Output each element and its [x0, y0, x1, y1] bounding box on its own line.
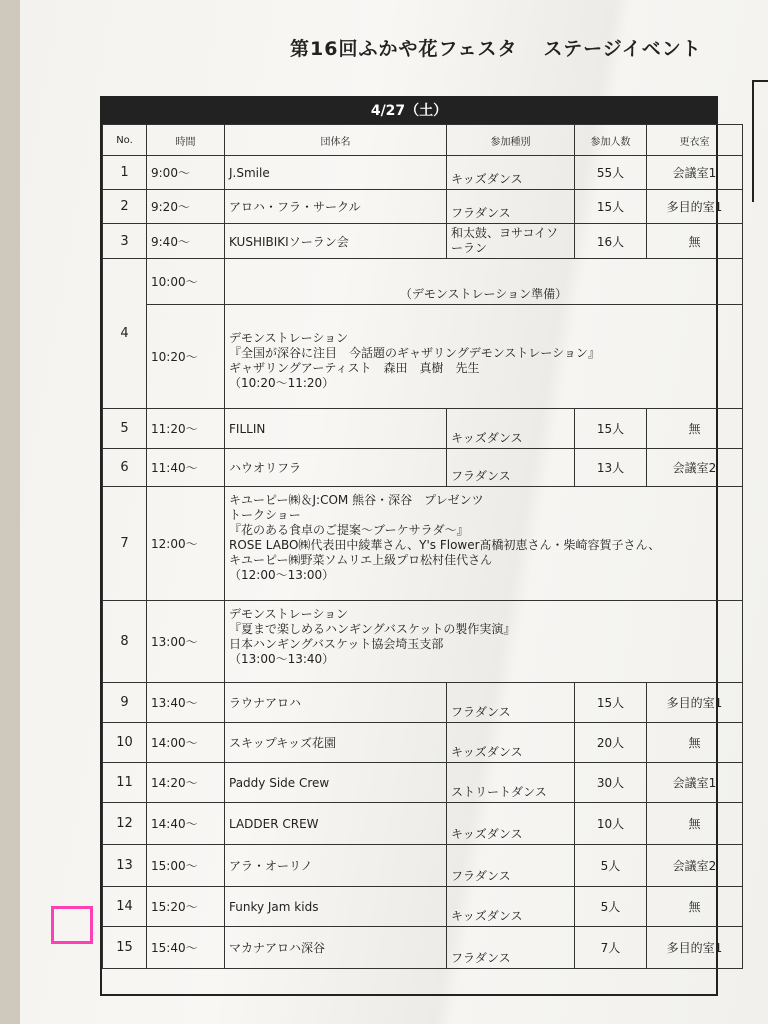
row-group-name: KUSHIBIKIソーラン会	[225, 224, 447, 259]
table-row	[103, 887, 743, 927]
detail-line: （12:00〜13:00）	[229, 568, 335, 582]
row-group-name: スキップキッズ花園	[225, 723, 447, 763]
row-count: 5人	[575, 845, 647, 887]
table-row-demo	[103, 305, 743, 409]
row-group-name: ラウナアロハ	[225, 683, 447, 723]
row-category: フラダンス	[447, 683, 575, 723]
row-program-detail	[225, 305, 743, 409]
row-count: 15人	[575, 409, 647, 449]
row-number: 7	[103, 487, 147, 601]
header-row	[103, 125, 743, 156]
row-number: 3	[103, 224, 147, 259]
detail-line: 日本ハンギングバスケット協会埼玉支部	[229, 637, 444, 651]
row-room: 無	[647, 723, 743, 763]
table-row-demo-hanging	[103, 601, 743, 683]
row-time: 10:20〜	[147, 305, 225, 409]
detail-line: ギャザリングアーティスト 森田 真樹 先生	[229, 361, 480, 375]
table-row	[103, 763, 743, 803]
row-category: キッズダンス	[447, 803, 575, 845]
row-time: 15:00〜	[147, 845, 225, 887]
row-count: 15人	[575, 683, 647, 723]
row-group-name: Paddy Side Crew	[225, 763, 447, 803]
row-room: 無	[647, 224, 743, 259]
row-group-name: マカナアロハ深谷	[225, 927, 447, 969]
row-category: フラダンス	[447, 449, 575, 487]
title-stage-event: ステージイベント	[543, 38, 702, 60]
schedule-table-frame	[100, 96, 723, 996]
table-row	[103, 845, 743, 887]
row-number: 6	[103, 449, 147, 487]
row-program-detail	[225, 601, 743, 683]
row-time: 10:00〜	[147, 259, 225, 305]
row-time: 14:40〜	[147, 803, 225, 845]
detail-line: 『花のある食卓のご提案〜ブーケサラダ〜』	[229, 523, 469, 537]
adjacent-sheet-edge	[752, 80, 768, 202]
detail-line: （13:00〜13:40）	[229, 652, 335, 666]
row-number: 15	[103, 927, 147, 969]
row-count: 5人	[575, 887, 647, 927]
row-count: 7人	[575, 927, 647, 969]
row-count: 10人	[575, 803, 647, 845]
row-number: 9	[103, 683, 147, 723]
row-group-name: アロハ・フラ・サークル	[225, 190, 447, 224]
row-room: 会議室2	[647, 845, 743, 887]
row-group-name: アラ・オーリノ	[225, 845, 447, 887]
row-number: 14	[103, 887, 147, 927]
row-category: フラダンス	[447, 190, 575, 224]
row-room: 多目的室1	[647, 683, 743, 723]
title-event-name: 第16回ふかや花フェスタ	[290, 38, 518, 60]
table-row-demo-prep	[103, 259, 743, 305]
detail-line: デモンストレーション	[229, 331, 349, 345]
row-category: キッズダンス	[447, 156, 575, 190]
row-time: 13:00〜	[147, 601, 225, 683]
table-row	[103, 409, 743, 449]
row-number: 13	[103, 845, 147, 887]
row-time: 12:00〜	[147, 487, 225, 601]
row-program-detail	[225, 487, 743, 601]
row-category: 和太鼓、ヨサコイソーラン	[447, 224, 575, 259]
row-count: 55人	[575, 156, 647, 190]
row-room: 無	[647, 803, 743, 845]
row-group-name: ハウオリフラ	[225, 449, 447, 487]
detail-line: 『夏まで楽しめるハンギングバスケットの製作実演』	[229, 622, 516, 636]
detail-line: デモンストレーション	[229, 607, 349, 621]
row-category: フラダンス	[447, 927, 575, 969]
row-number: 12	[103, 803, 147, 845]
table-row	[103, 156, 743, 190]
row-room: 多目的室1	[647, 190, 743, 224]
row-number: 5	[103, 409, 147, 449]
row-room: 無	[647, 887, 743, 927]
row-number: 4	[103, 259, 147, 409]
table-row	[103, 449, 743, 487]
row-time: 9:00〜	[147, 156, 225, 190]
col-time: 時間	[147, 125, 225, 156]
table-row	[103, 190, 743, 224]
col-room: 更衣室	[647, 125, 743, 156]
row-time: 9:20〜	[147, 190, 225, 224]
row-time: 15:20〜	[147, 887, 225, 927]
detail-line: キユーピー㈱＆J:COM 熊谷・深谷 プレゼンツ	[229, 493, 484, 507]
schedule-table	[102, 124, 743, 969]
row-category: フラダンス	[447, 845, 575, 887]
row-time: 11:20〜	[147, 409, 225, 449]
row-room: 会議室1	[647, 763, 743, 803]
row-number: 8	[103, 601, 147, 683]
table-row	[103, 723, 743, 763]
row-number: 2	[103, 190, 147, 224]
row-time: 11:40〜	[147, 449, 225, 487]
row-time: 14:20〜	[147, 763, 225, 803]
detail-line: 『全国が深谷に注目 今話題のギャザリングデモンストレーション』	[229, 346, 600, 360]
row-time: 14:00〜	[147, 723, 225, 763]
detail-line: トークショー	[229, 508, 301, 522]
table-row	[103, 803, 743, 845]
col-no: No.	[103, 125, 147, 156]
row-time: 9:40〜	[147, 224, 225, 259]
col-category: 参加種別	[447, 125, 575, 156]
col-count: 参加人数	[575, 125, 647, 156]
row-count: 30人	[575, 763, 647, 803]
row-category: キッズダンス	[447, 409, 575, 449]
row-count: 20人	[575, 723, 647, 763]
row-room: 無	[647, 409, 743, 449]
row-room: 多目的室1	[647, 927, 743, 969]
table-row	[103, 224, 743, 259]
detail-line: キユーピー㈱野菜ソムリエ上級プロ松村佳代さん	[229, 553, 493, 567]
table-row-talk-show	[103, 487, 743, 601]
row-category: キッズダンス	[447, 887, 575, 927]
row-count: 15人	[575, 190, 647, 224]
document-title	[290, 34, 702, 61]
row-number: 11	[103, 763, 147, 803]
row-group-name: J.Smile	[225, 156, 447, 190]
row-time: 13:40〜	[147, 683, 225, 723]
detail-line: ROSE LABO㈱代表田中綾華さん、Y's Flower髙橋初恵さん・柴崎容賀子さん、	[229, 538, 661, 552]
date-header: 4/27（土）	[102, 98, 716, 124]
row-number: 10	[103, 723, 147, 763]
detail-line: （10:20〜11:20）	[229, 376, 335, 390]
row-category: キッズダンス	[447, 723, 575, 763]
row-count: 16人	[575, 224, 647, 259]
row-time: 15:40〜	[147, 927, 225, 969]
table-row	[103, 683, 743, 723]
row-group-name: FILLIN	[225, 409, 447, 449]
row-room: 会議室2	[647, 449, 743, 487]
row-prep-note: （デモンストレーション準備）	[225, 259, 743, 305]
row-group-name: Funky Jam kids	[225, 887, 447, 927]
row-room: 会議室1	[647, 156, 743, 190]
row-category: ストリートダンス	[447, 763, 575, 803]
row-number: 1	[103, 156, 147, 190]
col-group: 団体名	[225, 125, 447, 156]
row-count: 13人	[575, 449, 647, 487]
table-row	[103, 927, 743, 969]
row-group-name: LADDER CREW	[225, 803, 447, 845]
